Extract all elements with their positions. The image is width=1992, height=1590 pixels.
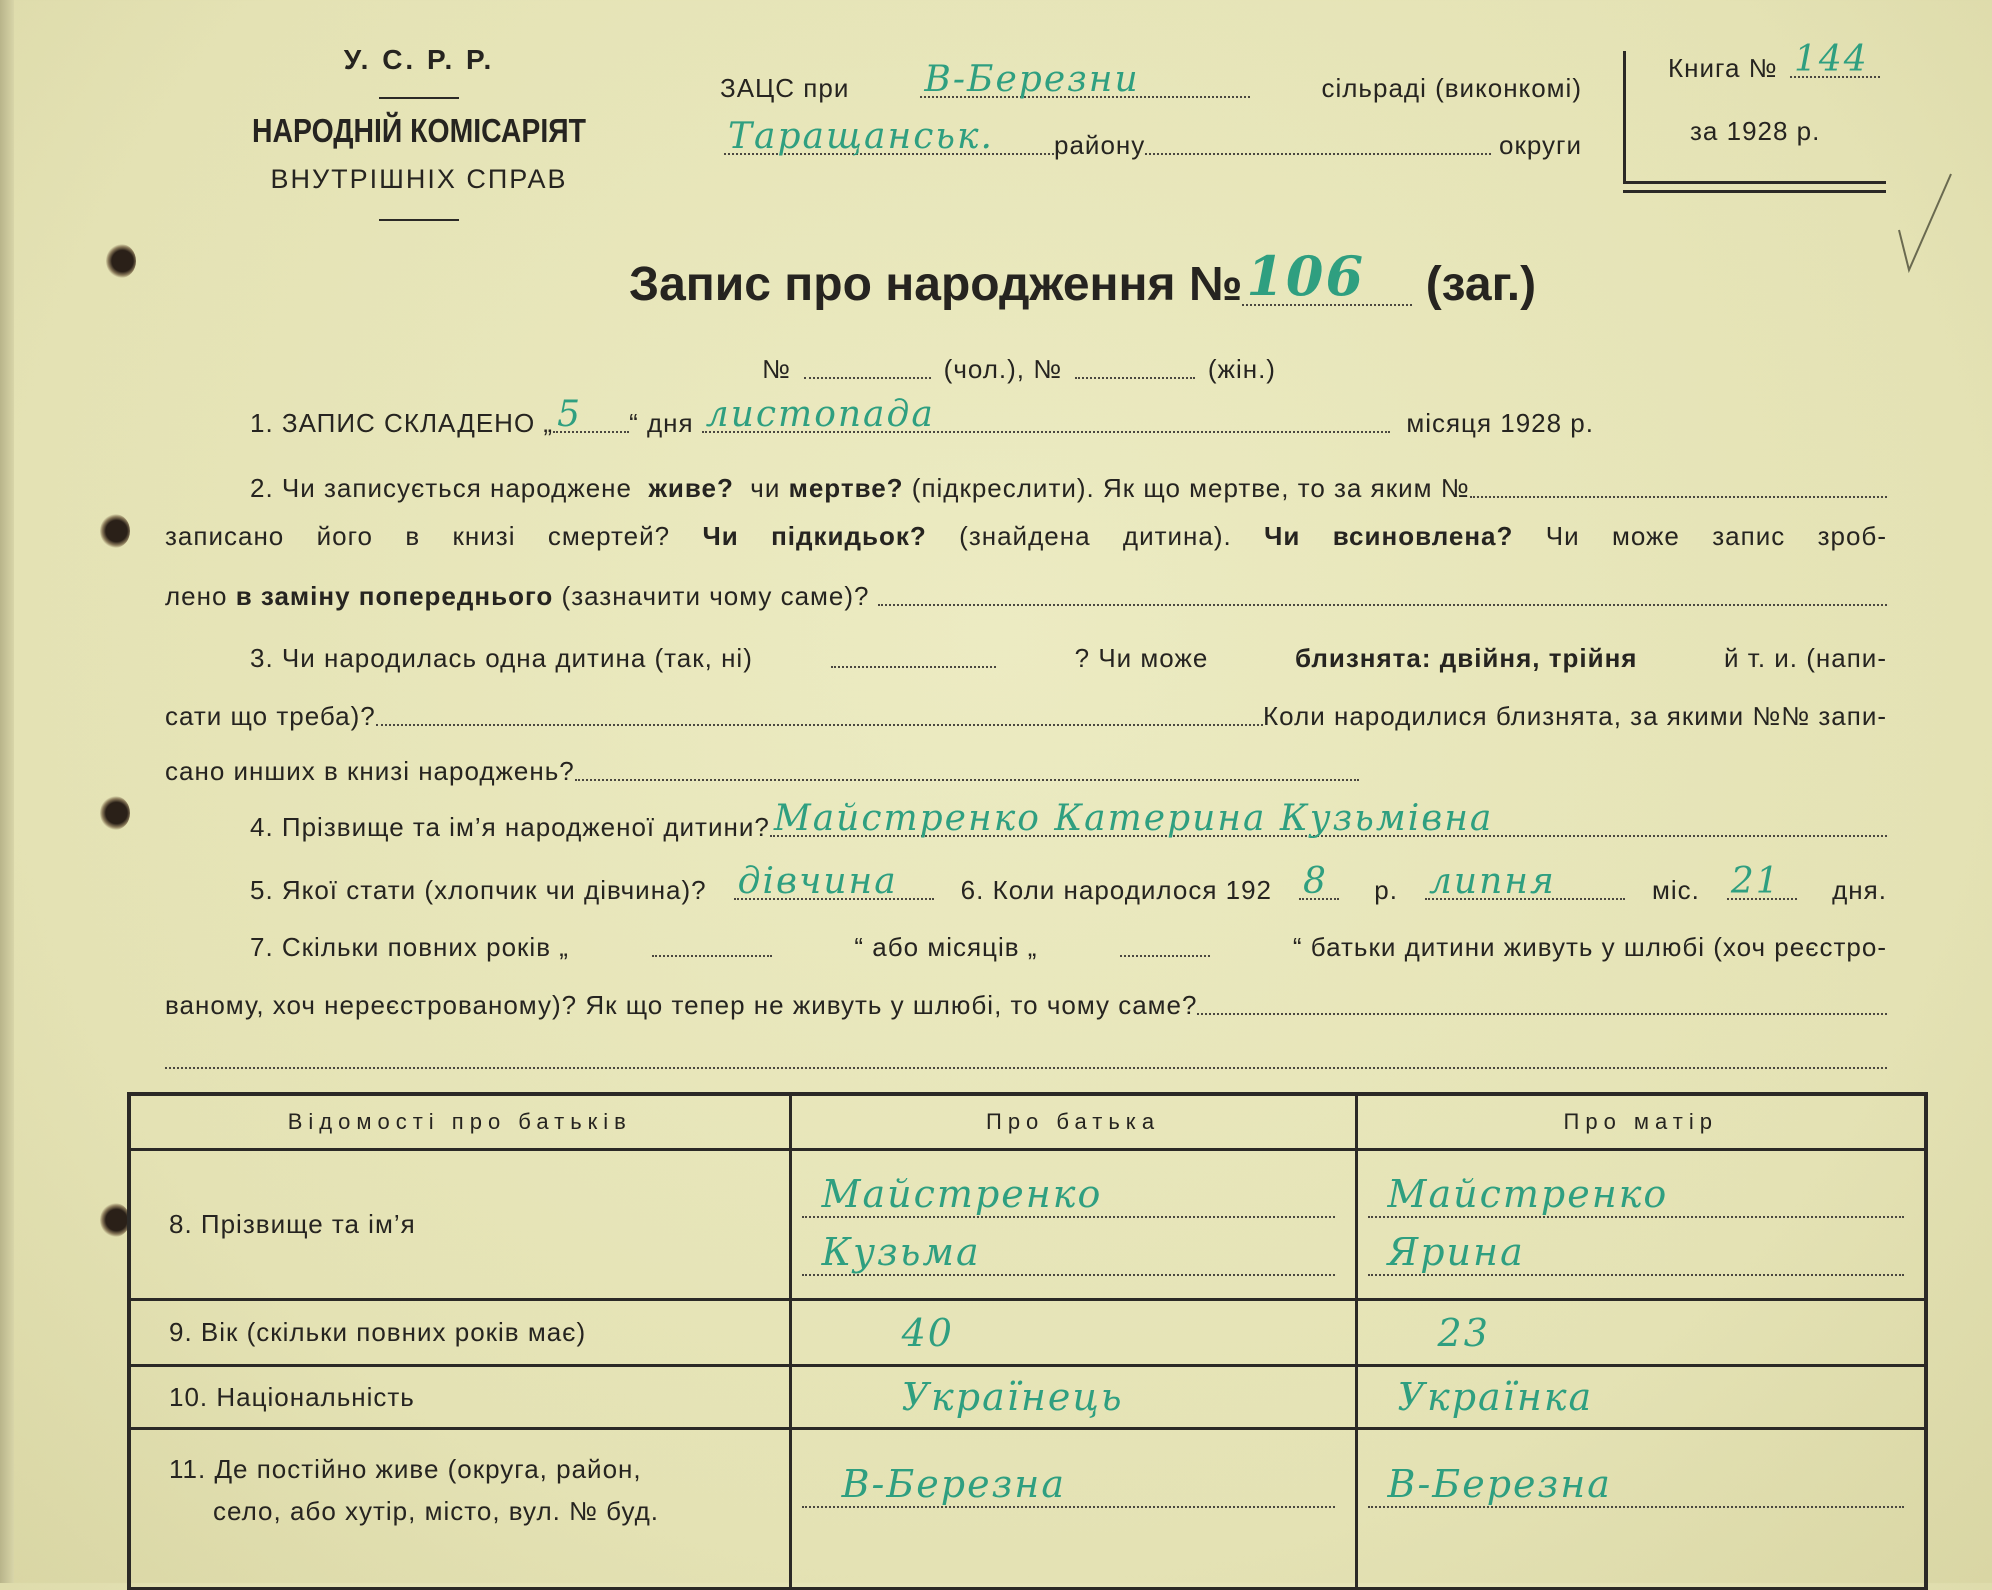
handwritten-birth-day: 21 <box>1730 861 1781 902</box>
form-line-q2b <box>165 521 1887 557</box>
row-label-line: 11. Де постійно живе (округа, район, <box>169 1454 642 1484</box>
form-text: Коли народилися близнята, за якими №№ запи- <box>1263 701 1887 731</box>
form-text: записано його в книзі смертей? <box>165 521 703 551</box>
form-text: чи <box>733 473 789 503</box>
punch-hole <box>100 796 130 830</box>
punch-hole <box>106 244 136 278</box>
row-label: 8. Прізвище та ім’я <box>129 1150 790 1300</box>
form-text: Запис про народження № <box>629 258 1243 311</box>
punch-hole <box>100 1203 130 1237</box>
form-text: й т. и. (напи- <box>1715 643 1887 673</box>
handwritten-village: В-Березни <box>924 59 1140 100</box>
row-label <box>129 1429 790 1589</box>
divider <box>379 97 459 99</box>
state-name: У. С. Р. Р. <box>343 44 495 75</box>
book-year: за 1928 р. <box>1690 116 1821 146</box>
form-line-q5 <box>250 861 1887 906</box>
handwritten-birth-year: 8 <box>1303 861 1328 902</box>
bold-text: Чи підкидьок? <box>702 521 927 551</box>
form-line-q3a <box>250 638 1887 674</box>
bold-text: живе? <box>648 473 734 503</box>
fill-birth-year[interactable] <box>1299 861 1339 902</box>
form-line-raion <box>724 116 1582 161</box>
form-text: дня. <box>1823 875 1887 905</box>
form-line-book <box>1668 39 1880 84</box>
form-line-q7b <box>165 985 1887 1021</box>
form-line-q7c <box>165 1039 1887 1075</box>
father-nationality[interactable]: Українець <box>790 1366 1356 1429</box>
form-text: міс. <box>1651 875 1700 905</box>
form-text: (жін.) <box>1207 354 1276 384</box>
form-line-q3b <box>165 696 1887 732</box>
handwritten-day: 5 <box>557 394 582 435</box>
form-text: лено <box>165 581 236 611</box>
form-text: “ дня <box>629 408 702 438</box>
form-text: (зазначити чому саме)? <box>553 581 878 611</box>
handwritten-raion: Таращанськ. <box>728 116 994 157</box>
book-box-rule <box>1623 181 1886 193</box>
handwritten-child-name: Майстренко Катерина Кузьмівна <box>773 798 1494 839</box>
fill-day[interactable] <box>553 394 629 435</box>
parents-table <box>127 1092 1928 1590</box>
form-text: 7. Скільки повних років „ <box>250 932 569 962</box>
form-text: Книга № <box>1668 53 1778 83</box>
form-text: 4. Прізвище та ім’я народженої дитини? <box>250 812 770 842</box>
header-mother: Про матір <box>1356 1094 1926 1150</box>
header-parents-info: Відомості про батьків <box>129 1094 790 1150</box>
bold-text: мертве? <box>788 473 904 503</box>
form-line-q4 <box>250 798 1887 843</box>
form-text: ваному, хоч нереєстрованому)? Як що тепер не живуть у шлюбі, то чому саме? <box>165 990 1198 1020</box>
form-line-q1 <box>250 394 1594 439</box>
department-name: ВНУТРІШНІХ СПРАВ <box>270 164 568 194</box>
form-text: сати що треба)? <box>165 701 376 731</box>
fill-book[interactable] <box>1790 39 1880 80</box>
form-line-q2c <box>165 576 1887 612</box>
bold-text: в заміну попереднього <box>235 581 554 611</box>
table-row-nationality <box>129 1366 1926 1429</box>
father-residence: В-Березна <box>802 1430 1335 1508</box>
form-text: “ або місяців „ <box>854 932 1038 962</box>
form-text: району <box>1054 130 1146 160</box>
fill-birth-month[interactable] <box>1425 861 1625 902</box>
form-line-zacs <box>720 59 1582 104</box>
father-age[interactable]: 40 <box>790 1300 1356 1366</box>
form-text: місяця 1928 р. <box>1389 408 1594 438</box>
commissariat-name: НАРОДНІЙ КОМІСАРІЯТ <box>252 112 586 149</box>
form-text: р. <box>1366 875 1398 905</box>
form-text: (підкреслити). Як що мертве, то за яким № <box>903 473 1470 503</box>
mother-surname: Майстренко <box>1368 1160 1904 1218</box>
fill-twins[interactable] <box>376 720 1263 726</box>
fill-extra[interactable] <box>165 1063 1887 1069</box>
handwritten-record: 106 <box>1246 244 1366 308</box>
fill-years[interactable] <box>652 951 772 957</box>
form-text: 1. ЗАПИС СКЛАДЕНО „ <box>250 408 554 438</box>
fill-raion[interactable] <box>724 116 1054 157</box>
form-text: сано инших в книзі народжень? <box>165 756 575 786</box>
handwritten-book: 144 <box>1794 39 1869 80</box>
handwritten-birth-month: липня <box>1428 861 1556 902</box>
mother-age[interactable]: 23 <box>1356 1300 1926 1366</box>
form-text: 6. Коли народилося 192 <box>960 875 1272 905</box>
check-mark-icon <box>1895 170 1955 280</box>
fill-twins-no[interactable] <box>575 775 1359 781</box>
form-line-numbers <box>762 349 1276 385</box>
row-label: 10. Національність <box>129 1366 790 1429</box>
form-text: № <box>762 354 791 384</box>
row-label-line: село, або хутір, місто, вул. № буд. <box>213 1496 660 1526</box>
form-text: ? Чи може <box>1074 643 1217 673</box>
form-text: (знайдена дитина). <box>926 521 1265 551</box>
form-line-q2a <box>250 468 1887 504</box>
form-text: (заг.) <box>1412 258 1537 311</box>
mother-nationality[interactable]: Українка <box>1356 1366 1926 1429</box>
father-residence-cell[interactable] <box>790 1429 1356 1589</box>
fill-months[interactable] <box>1120 951 1210 957</box>
fill-okruha[interactable] <box>1145 149 1491 155</box>
form-text: Чи може запис зроб- <box>1513 521 1887 551</box>
form-line-q7a <box>250 927 1887 963</box>
form-text: 2. Чи записується народжене <box>250 473 649 503</box>
form-text: (чол.), № <box>943 354 1063 384</box>
fill-birth-day[interactable] <box>1727 861 1797 902</box>
father-firstname: Кузьма <box>802 1218 1335 1276</box>
fill-zhin[interactable] <box>1075 373 1195 379</box>
mother-name-cell[interactable] <box>1356 1150 1926 1300</box>
table-row-residence <box>129 1429 1926 1589</box>
bold-text: Чи всиновлена? <box>1264 521 1514 551</box>
form-text: округи <box>1490 130 1582 160</box>
fill-single[interactable] <box>831 662 996 668</box>
form-text: ЗАЦС при <box>720 73 858 103</box>
form-line-q3c <box>165 751 1359 787</box>
fill-month[interactable] <box>702 394 1390 435</box>
punch-hole <box>100 514 130 548</box>
fill-record[interactable] <box>1242 244 1412 308</box>
form-text: “ батьки дитини живуть у шлюбі (хоч реєстро- <box>1292 932 1887 962</box>
father-surname: Майстренко <box>802 1160 1335 1218</box>
fill-child-name[interactable] <box>770 798 1887 839</box>
fill-chol[interactable] <box>804 373 931 379</box>
form-text: 3. Чи народилась одна дитина (так, ні) <box>250 643 753 673</box>
fill-replace-reason[interactable] <box>878 600 1887 606</box>
form-text: 5. Якої стати (хлопчик чи дівчина)? <box>250 875 707 905</box>
mother-firstname: Ярина <box>1368 1218 1904 1276</box>
mother-residence-cell[interactable] <box>1356 1429 1926 1589</box>
bold-text: близнята: двійня, трійня <box>1294 643 1638 673</box>
form-line-title <box>629 244 1537 312</box>
fill-death-no[interactable] <box>1470 492 1887 498</box>
handwritten-sex: дівчина <box>737 861 898 902</box>
fill-sex[interactable] <box>734 861 934 902</box>
row-label: 9. Вік (скільки повних років має) <box>129 1300 790 1366</box>
page-edge <box>0 0 14 1583</box>
father-name-cell[interactable] <box>790 1150 1356 1300</box>
divider <box>379 219 459 221</box>
fill-marriage-reason[interactable] <box>1197 1009 1887 1015</box>
mother-residence: В-Березна <box>1368 1430 1904 1508</box>
form-text: сільраді (виконкомі) <box>1313 73 1582 103</box>
header-father: Про батька <box>790 1094 1356 1150</box>
handwritten-month: листопада <box>705 394 935 435</box>
table-row-name <box>129 1150 1926 1300</box>
fill-village[interactable] <box>920 59 1250 100</box>
table-row-age <box>129 1300 1926 1366</box>
